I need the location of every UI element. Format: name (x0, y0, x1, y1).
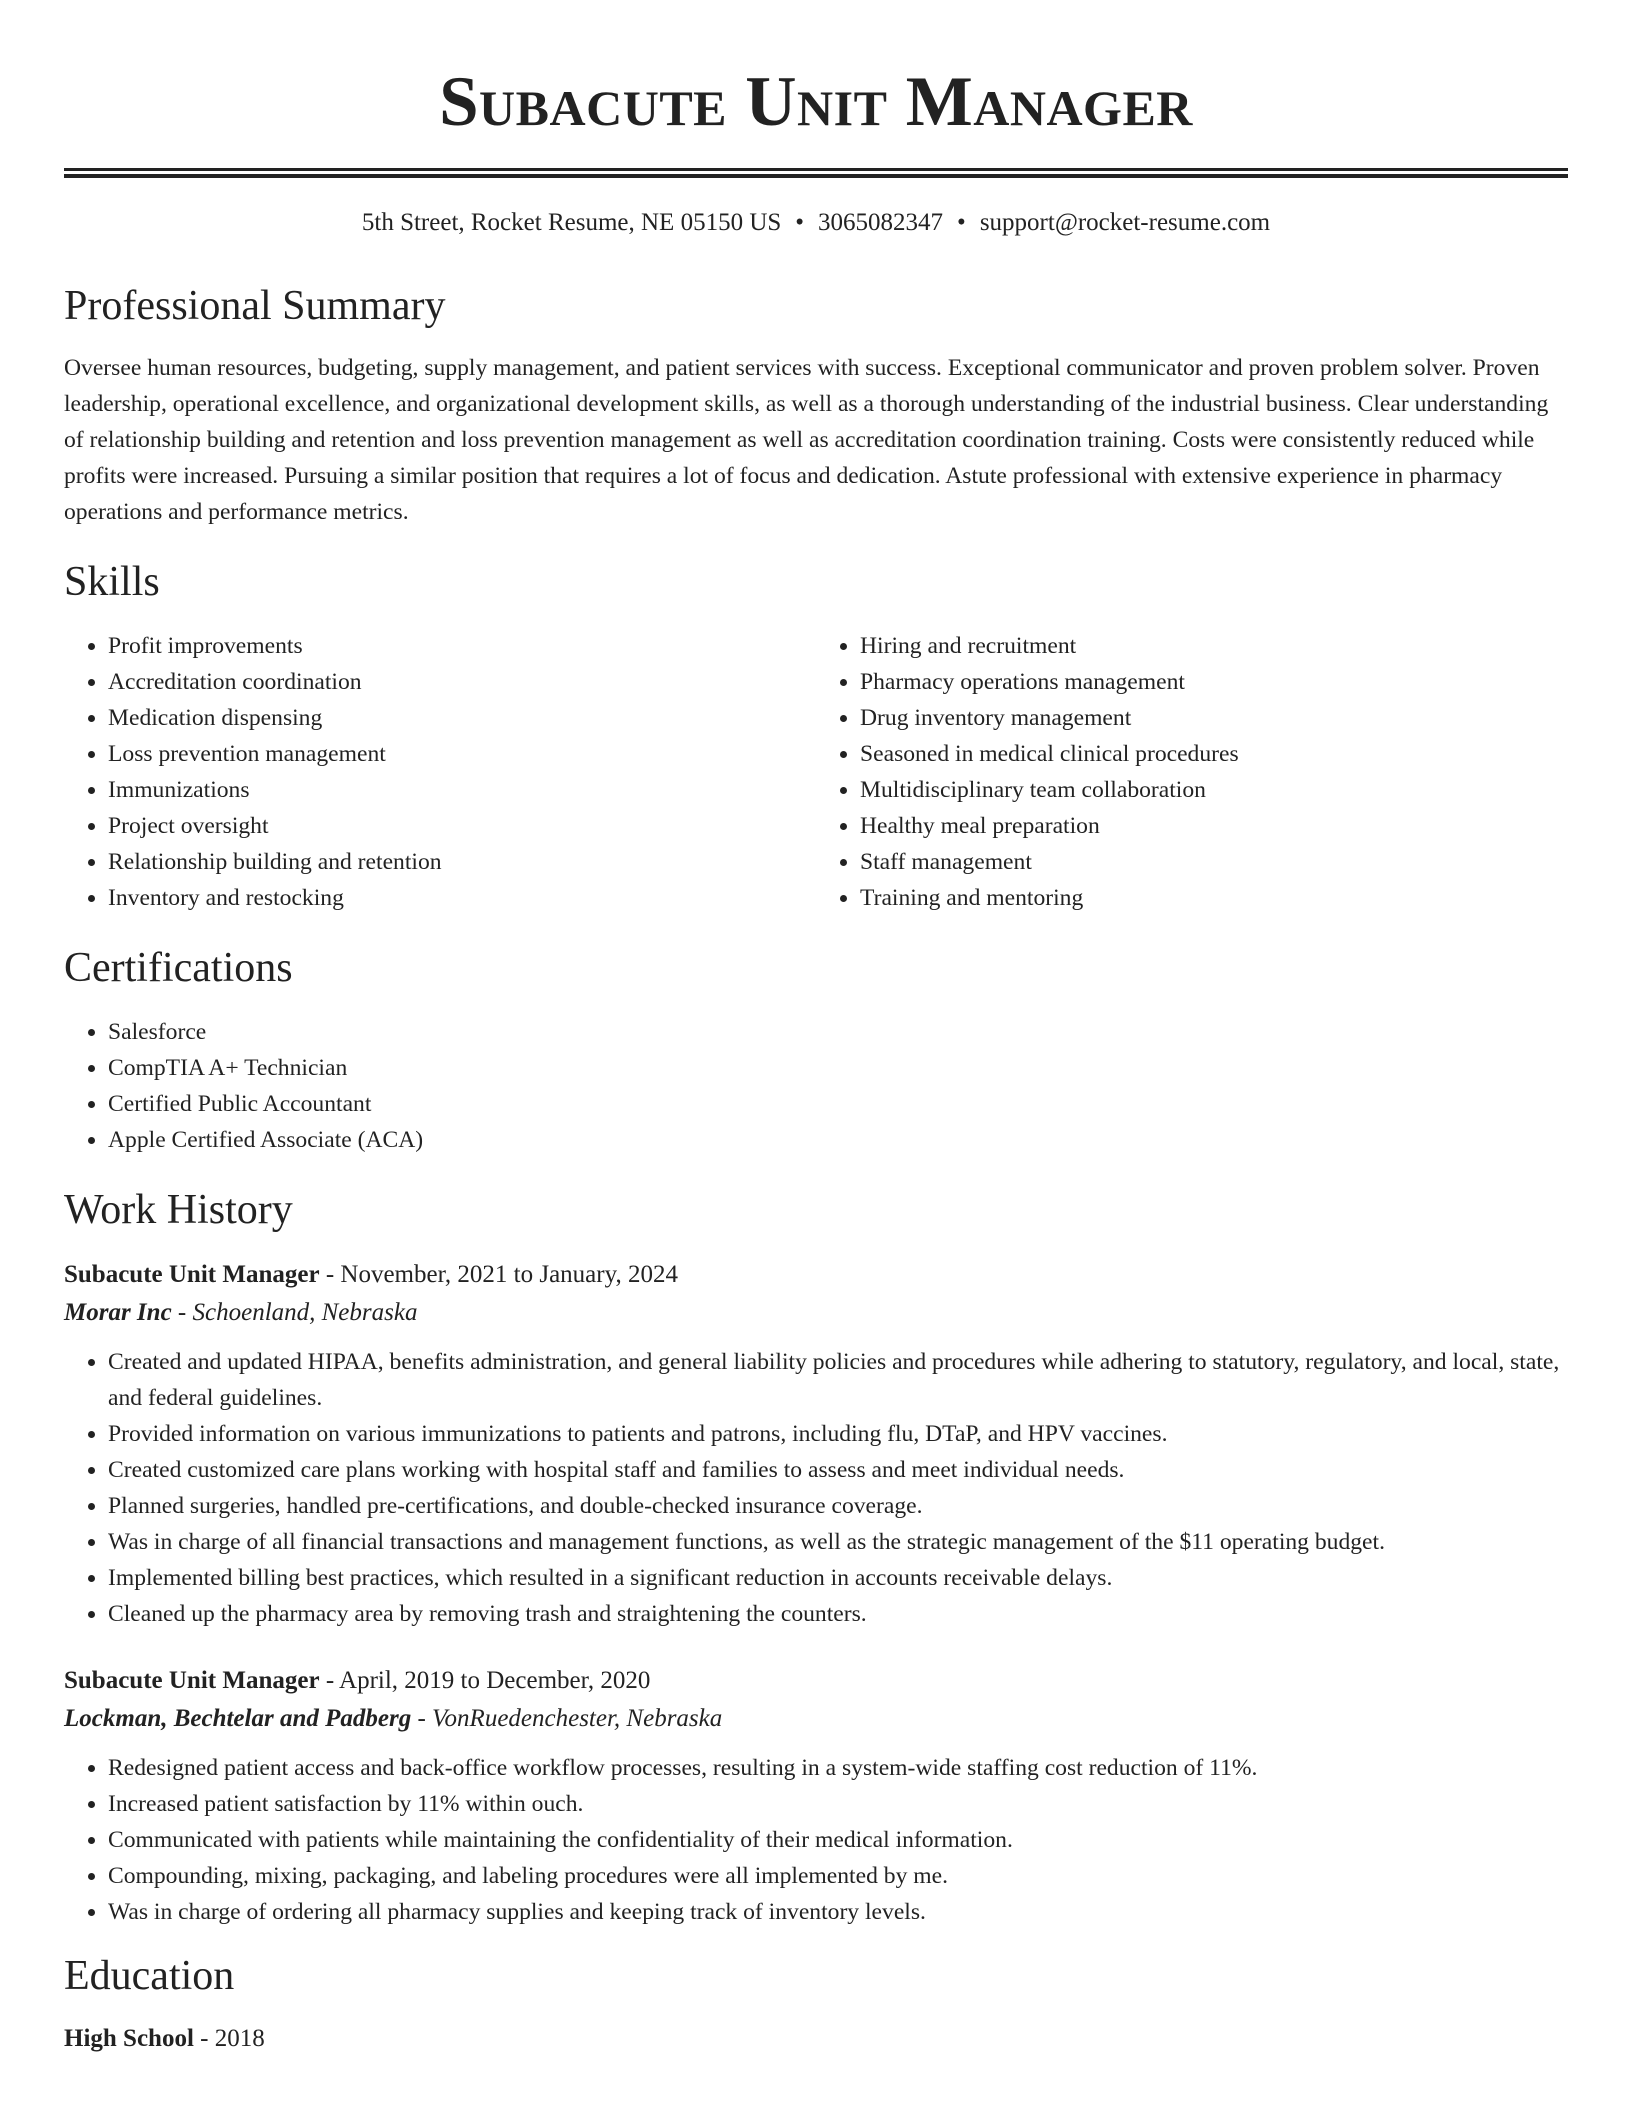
skill-item: • Loss prevention management (108, 736, 816, 772)
skill-item: • Immunizations (108, 772, 816, 808)
skill-item: • Hiring and recruitment (860, 628, 1568, 664)
job-company: Lockman, Bechtelar and Padberg (64, 1705, 412, 1732)
contact-address: 5th Street, Rocket Resume, NE 05150 US (361, 209, 782, 236)
job-bullet: • Redesigned patient access and back-office workflow processes, resulting in a system-wide staffing cost reduction of 11%. (108, 1750, 1568, 1786)
certification-item: • CompTIA A+ Technician (108, 1050, 1568, 1086)
job-dates: - November, 2021 to January, 2024 (319, 1261, 678, 1288)
title-double-rule (64, 168, 1568, 178)
job-title: Subacute Unit Manager (64, 1667, 320, 1694)
summary-heading: Professional Summary (64, 283, 446, 329)
summary-text: Oversee human resources, budgeting, supply management, and patient services with success. Exceptional communicator and proven problem solver. Proven leadership, operational excellence, and organizational development skills, as well as a thorough understanding of the industrial business. Clear understanding of relationship building and retention and loss prevention management as well as accreditation coordination training. Costs were consistently reduced while profits were increased. Pursuing a similar position that requires a lot of focus and dedication. Astute professional with extensive experience in pharmacy operations and performance metrics. (64, 355, 1549, 525)
contact-separator: • (795, 209, 805, 236)
skill-item: • Inventory and restocking (108, 880, 816, 916)
certification-item: • Salesforce (108, 1014, 1568, 1050)
skill-item: • Relationship building and retention (108, 844, 816, 880)
work-history-heading: Work History (64, 1187, 293, 1233)
skill-item: • Profit improvements (108, 628, 816, 664)
job-title-line (64, 1662, 1568, 1700)
job-company: Morar Inc (64, 1299, 172, 1326)
job-dates: - April, 2019 to December, 2020 (319, 1667, 651, 1694)
contact-line (64, 208, 1568, 238)
job-bullet: • Implemented billing best practices, which resulted in a significant reduction in accounts receivable delays. (108, 1560, 1568, 1596)
job-bullet: • Communicated with patients while maintaining the confidentiality of their medical information. (108, 1822, 1568, 1858)
certification-item: • Apple Certified Associate (ACA) (108, 1122, 1568, 1158)
skill-item: • Healthy meal preparation (860, 808, 1568, 844)
certifications-heading: Certifications (64, 945, 293, 991)
skill-item: • Pharmacy operations management (860, 664, 1568, 700)
education-heading: Education (64, 1953, 235, 1999)
skill-item: • Medication dispensing (108, 700, 816, 736)
contact-separator: • (957, 209, 966, 236)
skill-item: • Seasoned in medical clinical procedures (860, 736, 1568, 772)
job-bullet: • Created customized care plans working with hospital staff and families to assess and meet individual needs. (108, 1452, 1568, 1488)
job-bullet: • Compounding, mixing, packaging, and labeling procedures were all implemented by me. (108, 1858, 1568, 1894)
certification-item: • Certified Public Accountant (108, 1086, 1568, 1122)
job-bullets (64, 1344, 1568, 1632)
job-title: Subacute Unit Manager (64, 1261, 320, 1288)
job-bullet: • Increased patient satisfaction by 11% within ouch. (108, 1786, 1568, 1822)
skills-list-left (64, 628, 816, 916)
resume-title: Subacute Unit Manager (439, 63, 1193, 141)
job-bullet: • Was in charge of all financial transactions and management functions, as well as the strategic management of the $11 operating budget. (108, 1524, 1568, 1560)
skill-item: • Multidisciplinary team collaboration (860, 772, 1568, 808)
job-bullet: • Was in charge of ordering all pharmacy supplies and keeping track of inventory levels. (108, 1894, 1568, 1930)
education-entry (64, 2020, 1568, 2058)
skills-heading: Skills (64, 559, 160, 605)
job-bullet: • Created and updated HIPAA, benefits administration, and general liability policies and procedures while adhering to statutory, regulatory, and local, state, and federal guidelines. (108, 1344, 1568, 1416)
skill-item: • Accreditation coordination (108, 664, 816, 700)
skill-item: • Staff management (860, 844, 1568, 880)
job-title-line (64, 1256, 1568, 1294)
job-bullet: • Planned surgeries, handled pre-certifications, and double-checked insurance coverage. (108, 1488, 1568, 1524)
job-bullets (64, 1750, 1568, 1930)
job-bullet: • Cleaned up the pharmacy area by removing trash and straightening the counters. (108, 1596, 1568, 1632)
job-entry (64, 1256, 1568, 1632)
skills-columns (64, 628, 1568, 916)
job-company-line (64, 1700, 1568, 1738)
skills-list-right (816, 628, 1568, 916)
education-degree: High School (64, 2025, 194, 2052)
contact-phone: 3065082347 (818, 209, 944, 236)
certifications-list (64, 1014, 1568, 1158)
job-bullet: • Provided information on various immunizations to patients and patrons, including flu, DTaP, and HPV vaccines. (108, 1416, 1568, 1452)
skill-item: • Training and mentoring (860, 880, 1568, 916)
contact-email: support@rocket-resume.com (979, 209, 1271, 236)
job-entry (64, 1662, 1568, 1930)
job-location: - Schoenland, Nebraska (171, 1299, 418, 1326)
skill-item: • Drug inventory management (860, 700, 1568, 736)
job-company-line (64, 1294, 1568, 1332)
skill-item: • Project oversight (108, 808, 816, 844)
job-location: - VonRuedenchester, Nebraska (411, 1705, 723, 1732)
education-year: - 2018 (193, 2025, 265, 2052)
